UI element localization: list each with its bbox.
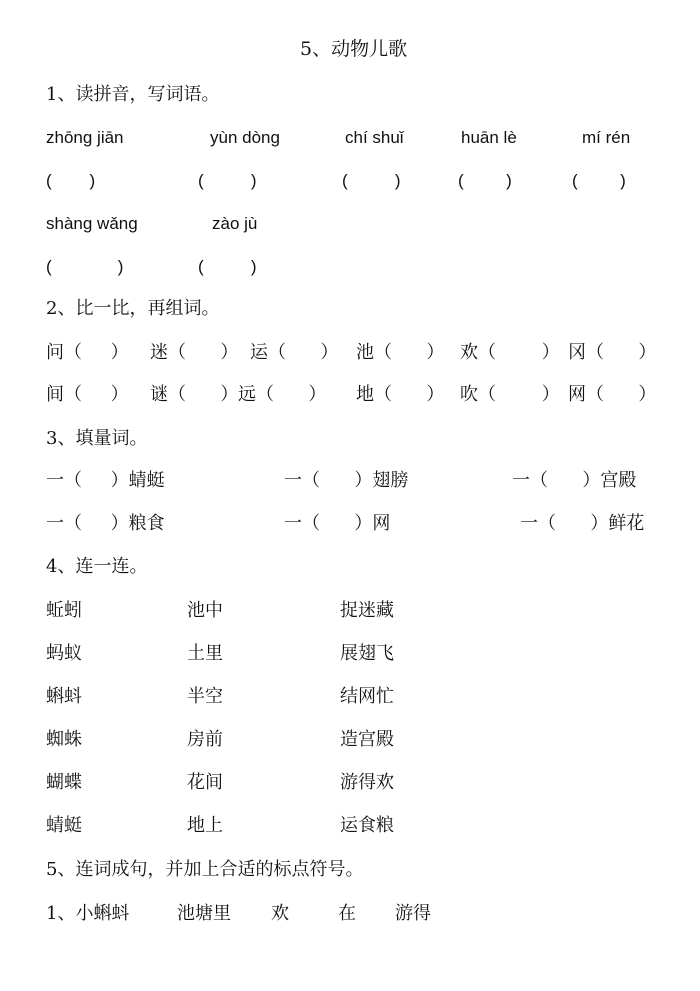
- action-item[interactable]: 运食粮: [340, 815, 394, 836]
- answer-blank[interactable]: ( ): [198, 257, 257, 276]
- q3-heading: 3、填量词。: [46, 428, 148, 449]
- page-title: 5、动物儿歌: [300, 38, 408, 60]
- place-item[interactable]: 池中: [187, 600, 223, 621]
- sentence-word: 在: [338, 903, 356, 924]
- answer-blank[interactable]: ( ): [198, 171, 257, 190]
- compare-item: 吹（ ）: [460, 384, 560, 405]
- measure-item: 一（ ）蜻蜓: [46, 470, 165, 491]
- sentence-word: 欢: [271, 903, 289, 924]
- answer-blank[interactable]: ( ): [572, 171, 626, 190]
- pinyin-zaoju: zào jù: [212, 214, 258, 233]
- q1-heading: 1、读拼音，写词语。: [46, 84, 220, 105]
- compare-item: 冈（ ）: [568, 342, 657, 363]
- animal-item[interactable]: 蝌蚪: [46, 686, 82, 707]
- action-item[interactable]: 结网忙: [340, 686, 394, 707]
- pinyin-shangwang: shàng wǎng: [46, 214, 138, 233]
- q2-heading: 2、比一比，再组词。: [46, 298, 220, 319]
- pinyin-huanle: huān lè: [461, 128, 517, 147]
- animal-item[interactable]: 蚯蚓: [46, 600, 82, 621]
- compare-item: 运（ ）: [250, 342, 339, 363]
- sentence-word: 池塘里: [177, 903, 231, 924]
- action-item[interactable]: 造宫殿: [340, 729, 394, 750]
- place-item[interactable]: 房前: [187, 729, 223, 750]
- place-item[interactable]: 地上: [187, 815, 223, 836]
- compare-item: 间（ ）: [46, 384, 129, 405]
- animal-item[interactable]: 蜘蛛: [46, 729, 82, 750]
- measure-item: 一（ ）粮食: [46, 513, 165, 534]
- place-item[interactable]: 花间: [187, 772, 223, 793]
- q5-heading: 5、连词成句，并加上合适的标点符号。: [46, 859, 364, 880]
- compare-item: 网（ ）: [568, 384, 657, 405]
- sentence-word: 游得: [395, 903, 431, 924]
- compare-item: 地（ ）: [356, 384, 445, 405]
- pinyin-zhongjian: zhōng jiān: [46, 128, 124, 147]
- pinyin-chishui: chí shuǐ: [345, 128, 404, 147]
- compare-item: 池（ ）: [356, 342, 445, 363]
- animal-item[interactable]: 蚂蚁: [46, 643, 82, 664]
- pinyin-yundong: yùn dòng: [210, 128, 280, 147]
- action-item[interactable]: 捉迷藏: [340, 600, 394, 621]
- answer-blank[interactable]: ( ): [46, 171, 96, 190]
- q4-heading: 4、连一连。: [46, 556, 148, 577]
- place-item[interactable]: 半空: [187, 686, 223, 707]
- action-item[interactable]: 展翅飞: [340, 643, 394, 664]
- place-item[interactable]: 土里: [187, 643, 223, 664]
- answer-blank[interactable]: ( ): [342, 171, 401, 190]
- answer-blank[interactable]: ( ): [458, 171, 512, 190]
- sentence-word: 1、小蝌蚪: [46, 903, 130, 924]
- measure-item: 一（ ）翅膀: [284, 470, 409, 491]
- animal-item[interactable]: 蜻蜓: [46, 815, 82, 836]
- compare-item: 谜（ ）: [150, 384, 239, 405]
- animal-item[interactable]: 蝴蝶: [46, 772, 82, 793]
- action-item[interactable]: 游得欢: [340, 772, 394, 793]
- compare-item: 远（ ）: [238, 384, 327, 405]
- measure-item: 一（ ）网: [284, 513, 391, 534]
- compare-item: 迷（ ）: [150, 342, 239, 363]
- pinyin-miren: mí rén: [582, 128, 631, 147]
- measure-item: 一（ ）鲜花: [520, 513, 645, 534]
- compare-item: 欢（ ）: [460, 342, 560, 363]
- compare-item: 问（ ）: [46, 342, 129, 363]
- measure-item: 一（ ）宫殿: [512, 470, 637, 491]
- answer-blank[interactable]: ( ): [46, 257, 124, 276]
